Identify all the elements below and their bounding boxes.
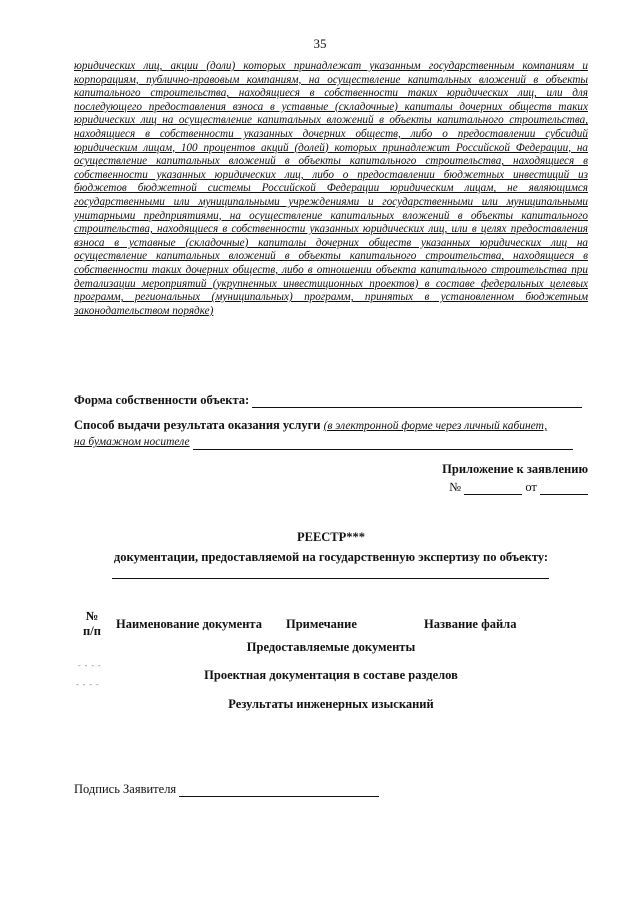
ownership-field[interactable]: [252, 396, 582, 408]
signature-field[interactable]: [179, 785, 379, 797]
table-header: [74, 609, 588, 639]
col-file: Название файла: [424, 617, 517, 631]
section-project: Проектная документация в составе разделов: [204, 668, 458, 682]
appendix-number-field[interactable]: [464, 483, 522, 495]
object-line[interactable]: [112, 578, 549, 579]
registry-title: РЕЕСТР***: [296, 530, 366, 544]
section-survey: Результаты инженерных изысканий: [228, 697, 434, 711]
appendix-title: Приложение к заявлению: [442, 462, 588, 476]
delivery-value-1: (в электронной форме через личный кабинет,: [323, 420, 548, 432]
legal-paragraph: юридических лиц, акции (доли) которых принадлежат указанным государственным компаниям и корпорациям, публично-правовым компаниям, на осуществление капитальных вложений в объекты капитального строительства, находящиеся в собственности таких юридических лиц, или для последующего предоставления взноса в уставные (складочные) капиталы дочерних обществ таких юридических лиц на осуществление капитальных вложений в объекты капитального строительства, находящиеся в собственности указанных дочерних обществ, либо о предоставлении субсидий юридическим лицам, 100 процентов акций (долей) которых принадлежит Российской Федерации, на осуществление капитальных вложений в объекты капитального строительства, находящиеся в собственности указанных юридических лиц, либо о предоставлении бюджетных инвестиций из бюджетов бюджетной системы Российской Федерации юридическим лицам, не являющимся государственными или муниципальными учреждениями и государственными или муниципальными унитарными предприятиями, на осуществление капитальных вложений в объекты капитального строительства, находящиеся в собственности указанных юридических лиц, или в целях предоставления взноса в уставные (складочные) капиталы дочерних обществ указанных юридических лиц на осуществление капитальных вложений в объекты капитального строительства, находящиеся в собственности таких дочерних обществ, либо в отношении объекта капитального строительства при детализации мероприятий (укрупненных инвестиционных проектов) в составе федеральных целевых программ, региональных (муниципальных) программ, принятых в установленном бюджетным законодательством порядке): [74, 60, 588, 317]
ownership-label: Форма собственности объекта:: [74, 393, 250, 407]
margin-mark-2: ‐ ‐ ‐ ‐: [76, 680, 100, 689]
ownership-row: [74, 393, 588, 408]
delivery-row: [74, 418, 588, 450]
signature-row: [74, 782, 588, 797]
appendix-date-prefix: от: [525, 480, 537, 494]
appendix-number-row: [380, 480, 588, 495]
signature-label: Подпись Заявителя: [74, 782, 177, 796]
appendix-number-prefix: №: [449, 480, 462, 494]
delivery-field[interactable]: [193, 438, 573, 450]
col-note: Примечание: [286, 617, 357, 631]
appendix-date-field[interactable]: [540, 483, 588, 495]
section-provided: Предоставляемые документы: [246, 640, 416, 654]
delivery-value-2: на бумажном носителе: [74, 436, 190, 448]
page-number: 35: [313, 36, 327, 51]
col-number-1: №: [85, 609, 99, 623]
col-number-2: п/п: [83, 624, 101, 638]
registry-subtitle: документации, предоставляемой на государственную экспертизу по объекту:: [113, 550, 549, 564]
margin-mark-1: ‐ ‐ ‐ ‐: [78, 661, 102, 670]
col-name: Наименование документа: [116, 617, 262, 631]
delivery-label: Способ выдачи результата оказания услуги: [74, 418, 321, 432]
